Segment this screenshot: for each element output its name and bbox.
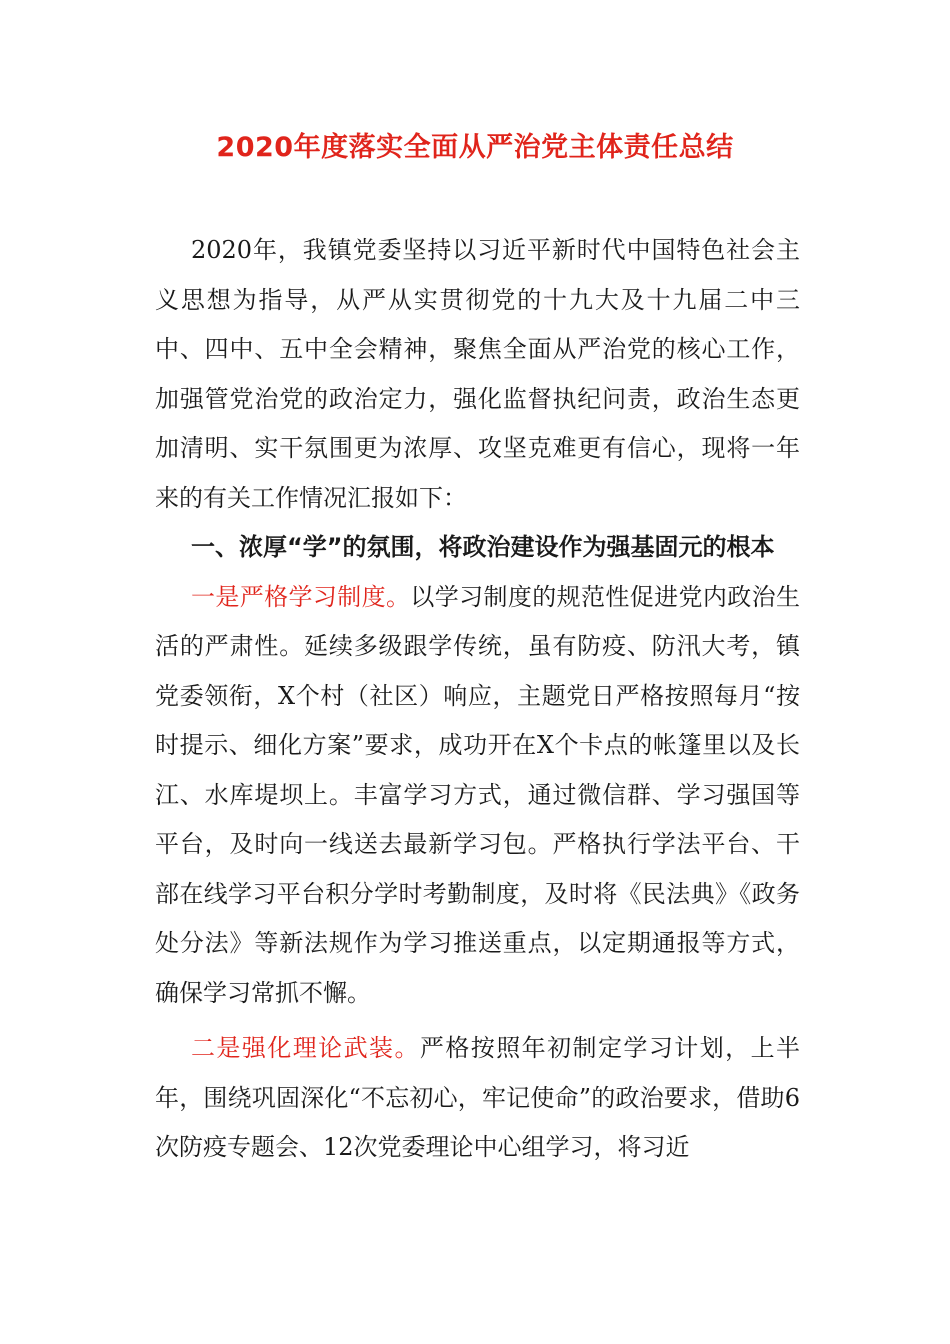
section-heading-1: 一、浓厚“学”的氛围，将政治建设作为强基固元的根本	[191, 533, 775, 561]
item-text-1: 以学习制度的规范性促进党内政治生活的严肃性。延续多级跟学传统，虽有防疫、防汛大考，镇党委领衔，X个村（社区）响应，主题党日严格按照每月“按时提示、细化方案”要求，成功开在X个卡点的帐篷里以及长江、水库堤坝上。丰富学习方式，通过微信群、学习强国等平台，及时向一线送去最新学习包。严格执行学法平台、干部在线学习平台积分学时考勤制度，及时将《民法典》《政务处分法》等新法规作为学习推送重点，以定期通报等方式，确保学习常抓不懈。	[155, 582, 800, 1007]
item-lead-2: 二是强化理论武装。	[191, 1034, 420, 1062]
intro-paragraph: 2020年，我镇党委坚持以习近平新时代中国特色社会主义思想为指导，从严从实贯彻党的十九大及十九届二中三中、四中、五中全会精神，聚焦全面从严治党的核心工作，加强管党治党的政治定力，强化监督执纪问责，政治生态更加清明、实干氛围更为浓厚、攻坚克难更有信心，现将一年来的有关工作情况汇报如下：	[155, 236, 800, 512]
document-body	[155, 226, 800, 1173]
item-lead-1: 一是严格学习制度。	[191, 582, 411, 611]
document-title: 2020年度落实全面从严治党主体责任总结	[216, 132, 734, 163]
item-text-2: 严格按照年初制定学习计划，上半年，围绕巩固深化“不忘初心，牢记使命”的政治要求，借助6次防疫专题会、12次党委理论中心组学习，将习近	[155, 1034, 801, 1161]
item-paragraph-2	[155, 1024, 800, 1173]
item-paragraph-1	[155, 573, 800, 1019]
